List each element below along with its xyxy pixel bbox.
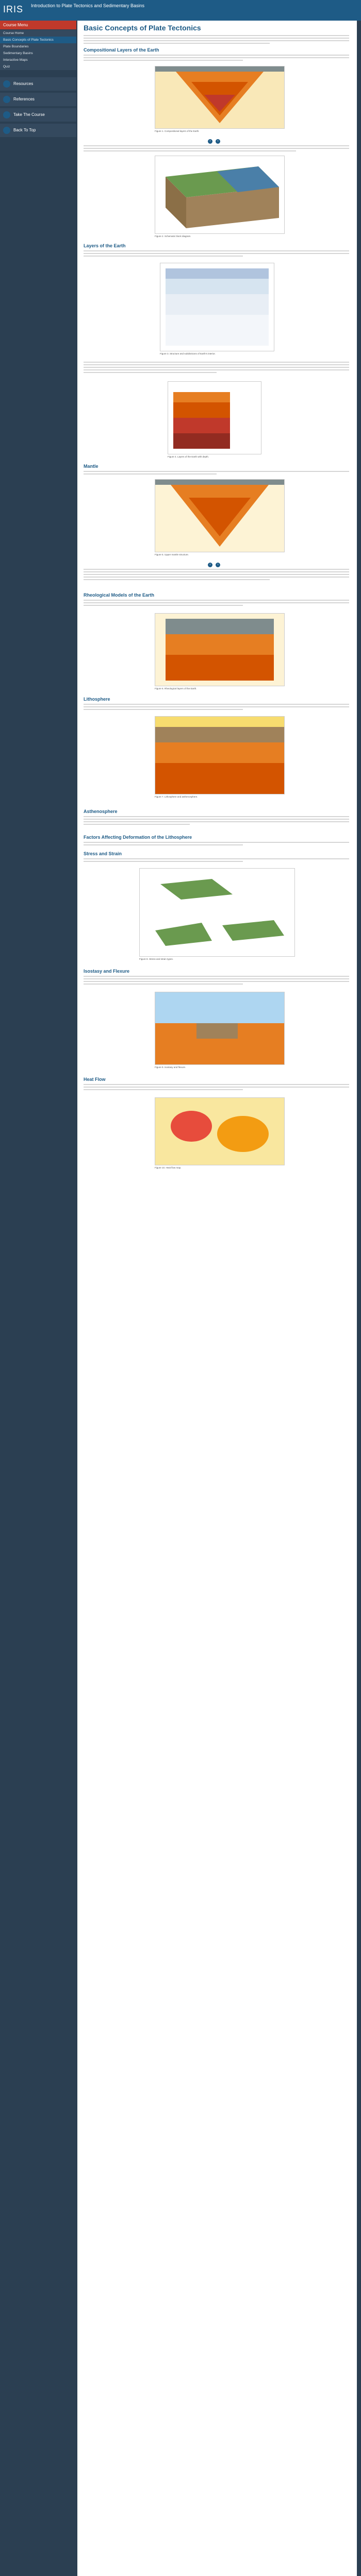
- sidebar-references[interactable]: [0, 93, 76, 107]
- figure-caption: Figure 10. Heat flow map.: [155, 1166, 182, 1169]
- figure-earth-structure: [160, 263, 274, 351]
- back-to-top-icon: [3, 127, 10, 134]
- section-title: Factors Affecting Deformation of the Lithosphere: [84, 835, 192, 840]
- figure-nav[interactable]: [206, 558, 222, 564]
- resources-icon: [3, 80, 10, 88]
- next-icon[interactable]: ›: [216, 139, 220, 144]
- section-title: Lithosphere: [84, 697, 110, 702]
- section-title: Stress and Strain: [84, 851, 122, 856]
- section-text: [84, 703, 349, 711]
- figure-heat-flow: [155, 1097, 285, 1165]
- layers-depth-chart: [168, 382, 261, 454]
- figure-caption: Figure 1. Compositional layers of the Earth.: [155, 130, 200, 132]
- app-header: [0, 0, 361, 21]
- figure-caption: Figure 5. Upper mantle structure.: [155, 553, 189, 556]
- section-title: Compositional Layers of the Earth: [84, 47, 159, 53]
- section-text: [84, 144, 349, 153]
- section-text: [84, 249, 349, 258]
- figure-caption: Figure 6. Rheological layers of the Earth.: [155, 687, 197, 690]
- references-icon: [3, 96, 10, 103]
- figure-lithosphere: [155, 716, 285, 794]
- back-to-top-label: Back To Top: [13, 128, 36, 133]
- sidebar-item-basic-concepts[interactable]: Basic Concepts of Plate Tectonics: [0, 37, 76, 44]
- mantle-illustration: [155, 480, 284, 552]
- figure-mantle: [155, 479, 285, 552]
- iris-logo[interactable]: IRIS: [3, 4, 24, 14]
- sidebar-item-course-home[interactable]: Course Home: [0, 30, 76, 37]
- sidebar-item-sedimentary-basins[interactable]: Sedimentary Basins: [0, 50, 76, 57]
- sidebar-resources[interactable]: [0, 77, 76, 91]
- sidebar-section-title: Course Menu: [0, 21, 76, 29]
- section-text: [84, 599, 349, 607]
- sidebar: [0, 21, 76, 2576]
- prev-icon[interactable]: ‹: [208, 139, 212, 144]
- section-title: Layers of the Earth: [84, 243, 126, 248]
- heat-flow-map: [155, 1098, 284, 1165]
- earth-structure-table: [160, 263, 274, 351]
- sidebar-item-plate-boundaries[interactable]: Plate Boundaries: [0, 43, 76, 50]
- section-title: Rheological Models of the Earth: [84, 592, 155, 598]
- section-text: [84, 1083, 349, 1092]
- section-text: [84, 568, 349, 582]
- figure-block-diagram: [155, 156, 285, 234]
- page-title: Basic Concepts of Plate Tectonics: [84, 24, 201, 32]
- section-title: Isostasy and Flexure: [84, 969, 130, 974]
- figure-stress-strain: [139, 868, 295, 957]
- section-title: Asthenosphere: [84, 809, 118, 814]
- section-text: [84, 841, 349, 847]
- figure-rheological: [155, 613, 285, 686]
- sidebar-back-to-top[interactable]: [0, 124, 76, 138]
- stress-strain-illustration: [140, 869, 294, 956]
- section-text: [84, 857, 349, 863]
- section-title: Mantle: [84, 464, 99, 469]
- take-course-label: Take The Course: [13, 112, 45, 117]
- sidebar-item-interactive-maps[interactable]: Interactive Maps: [0, 57, 76, 64]
- figure-isostasy: [155, 992, 285, 1065]
- take-course-icon: [3, 111, 10, 118]
- isostasy-illustration: [155, 992, 284, 1064]
- figure-caption: Figure 9. Isostasy and flexure.: [155, 1066, 186, 1069]
- section-text: [84, 815, 349, 826]
- figure-caption: Figure 2. Schematic block diagram.: [155, 235, 191, 238]
- figure-caption: Figure 3. Structure and subdivisions of Earth's interior.: [160, 352, 216, 355]
- block-diagram-illustration: [155, 156, 284, 233]
- prev-icon[interactable]: ‹: [208, 563, 212, 567]
- section-text: [84, 470, 349, 476]
- section-text: [84, 54, 349, 62]
- figure-nav[interactable]: [206, 135, 222, 143]
- lithosphere-illustration: [155, 717, 284, 794]
- section-title: Heat Flow: [84, 1077, 106, 1082]
- next-icon[interactable]: ›: [216, 563, 220, 567]
- sidebar-item-quiz[interactable]: Quiz: [0, 63, 76, 71]
- section-text: [84, 975, 349, 986]
- figure-layers-depth: [168, 381, 261, 454]
- section-text: [84, 361, 349, 375]
- intro-text: [84, 34, 349, 45]
- earth-section-illustration: [155, 66, 284, 128]
- figure-caption: Figure 7. Lithosphere and asthenosphere.: [155, 795, 198, 798]
- figure-caption: Figure 8. Stress and strain types.: [139, 958, 174, 960]
- course-title: Introduction to Plate Tectonics and Sedimentary Basins: [31, 3, 144, 8]
- figure-compositional-layers: [155, 66, 285, 129]
- figure-caption: Figure 4. Layers of the Earth with depth.: [168, 455, 209, 458]
- resources-label: Resources: [13, 81, 34, 87]
- references-label: References: [13, 97, 35, 102]
- sidebar-take-course[interactable]: [0, 108, 76, 122]
- main-content: [77, 21, 357, 2576]
- rheological-illustration: [155, 614, 284, 686]
